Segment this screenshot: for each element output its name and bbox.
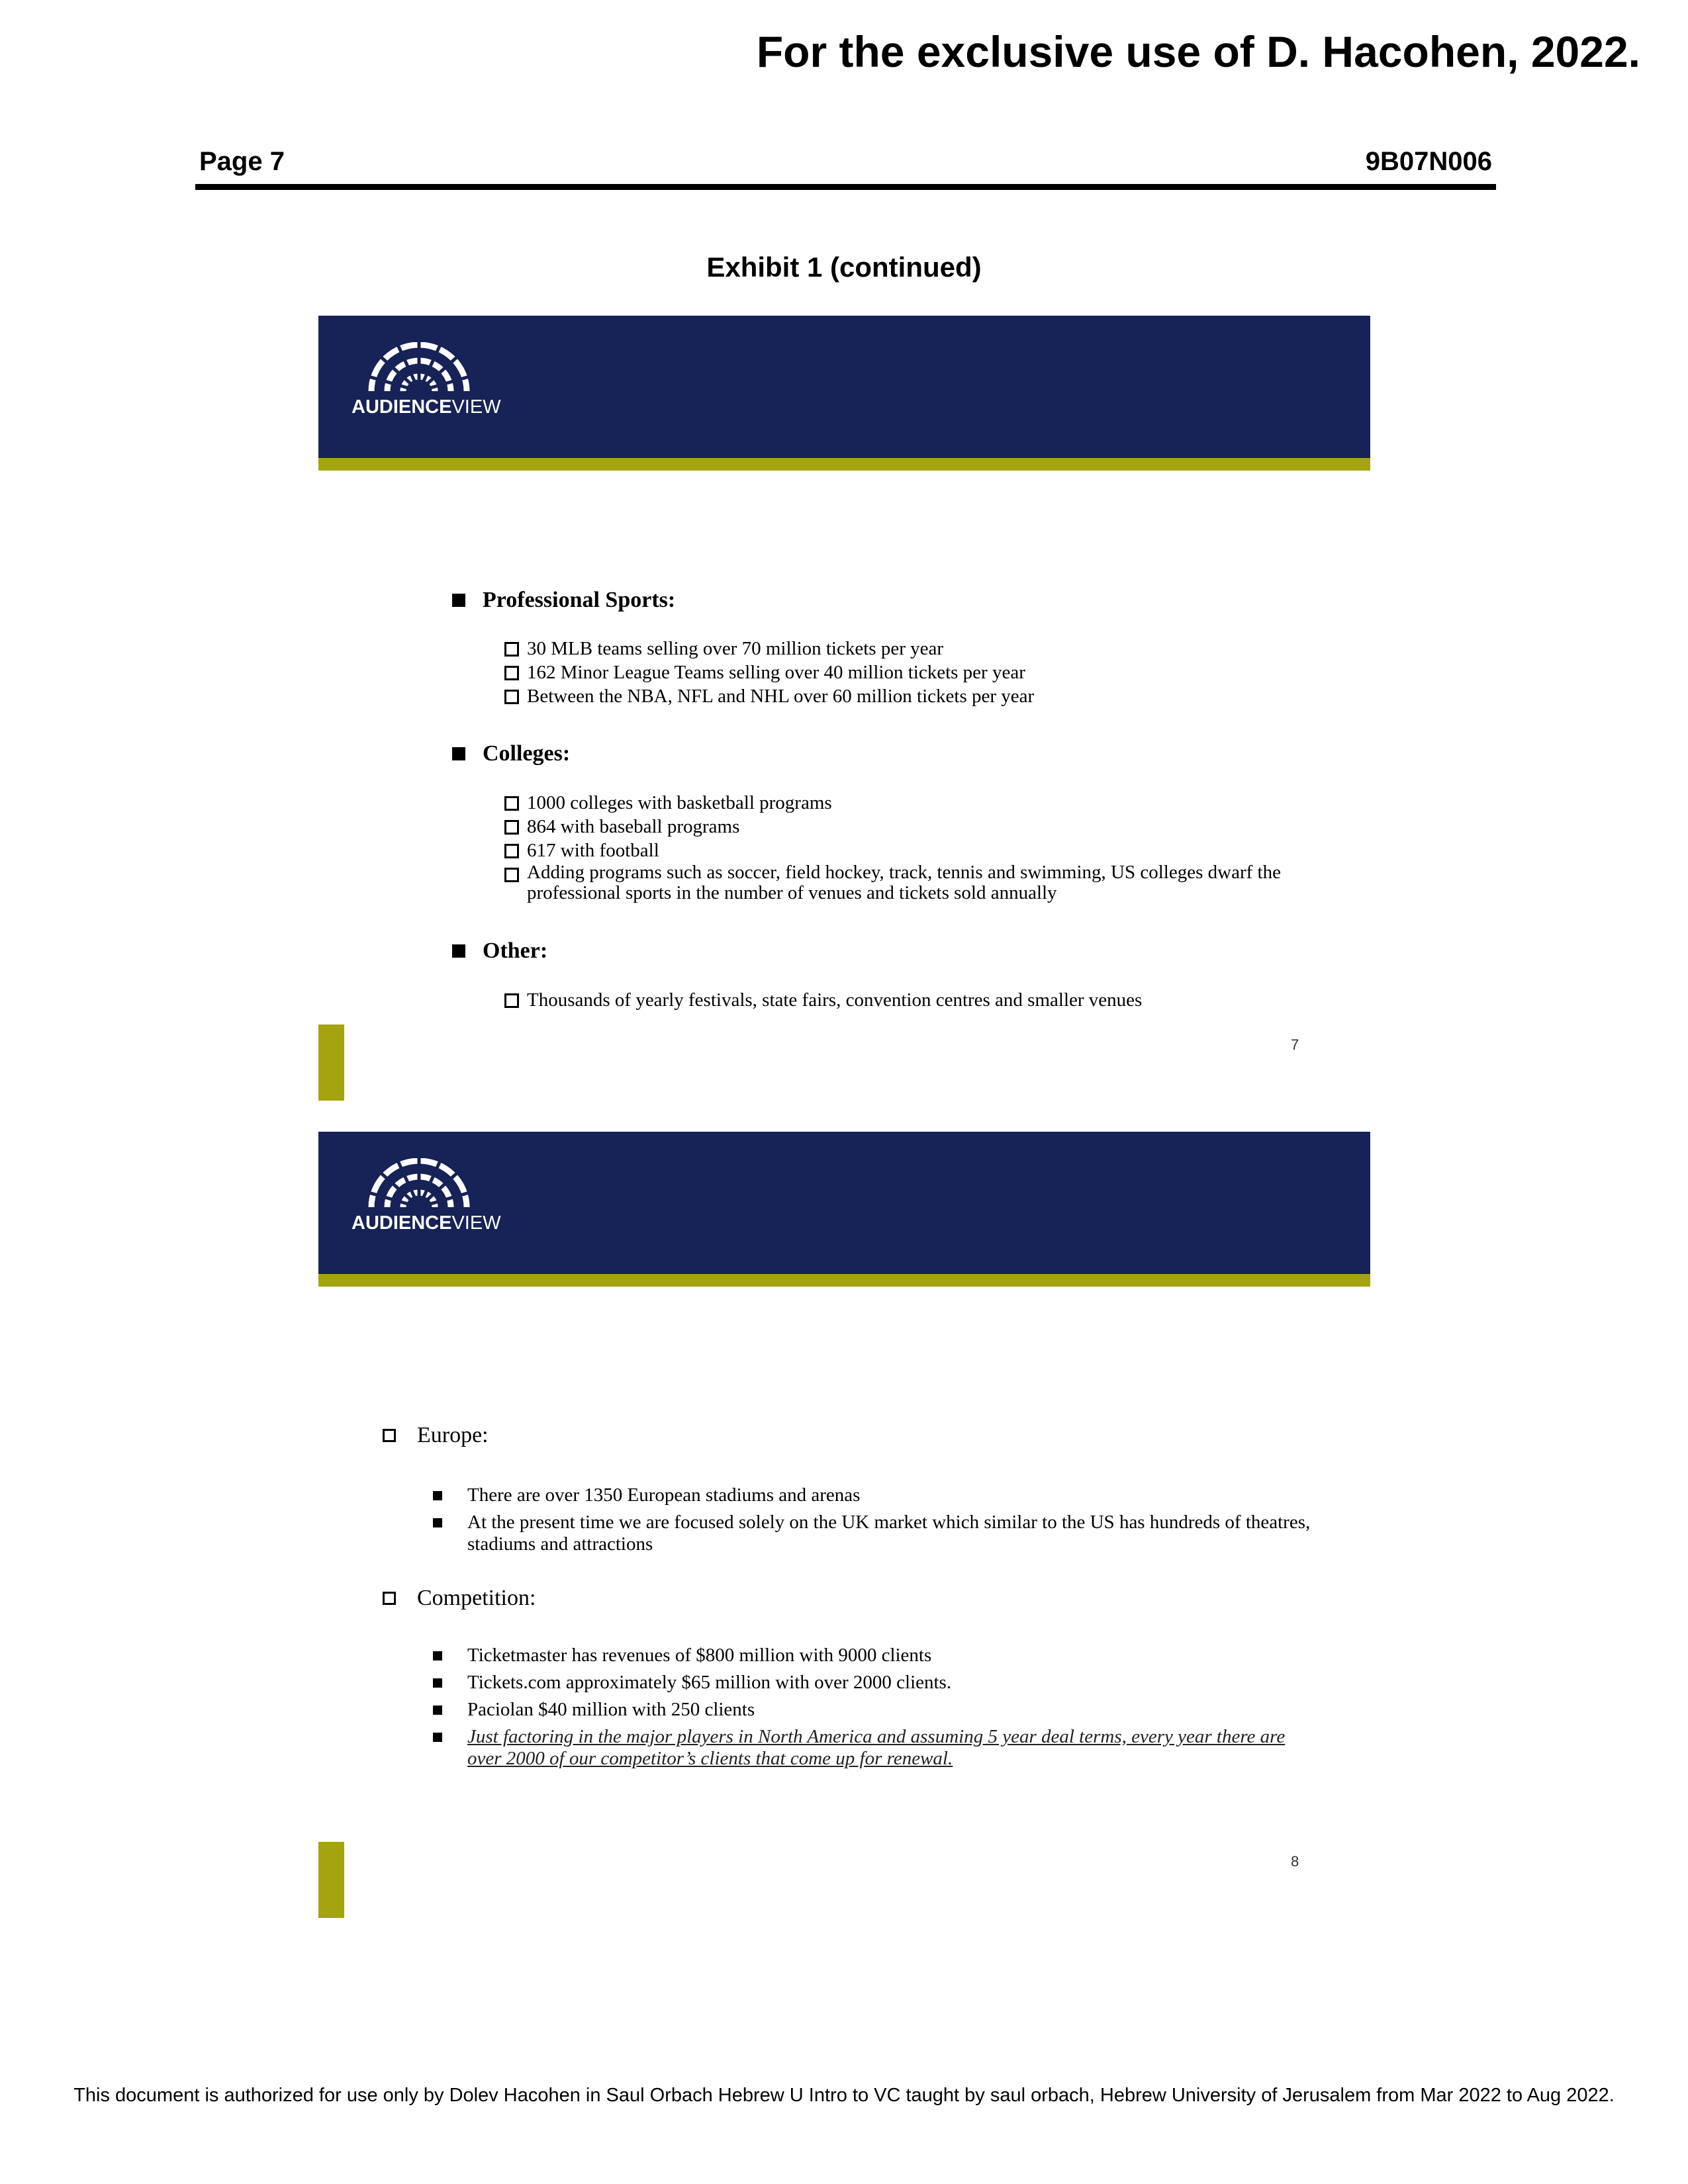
list-item: Tickets.com approximately $65 million with over 2000 clients. [433, 1672, 1320, 1694]
hollow-square-bullet-icon [383, 1429, 396, 1442]
hollow-square-bullet-icon [504, 820, 519, 835]
list-item: 1000 colleges with basketball programs [504, 791, 1325, 815]
list-item: Just factoring in the major players in North America and assuming 5 year deal terms, every year there are over 2000 of our competitor’s clients that come up for renewal. [433, 1726, 1320, 1770]
authorization-footer: This document is authorized for use only by Dolev Hacohen in Saul Orbach Hebrew U Intro to VC taught by saul orbach, Hebrew University of Jerusalem from Mar 2022 to Aug 2022. [73, 2085, 1615, 2106]
list-item: There are over 1350 European stadiums and arenas [433, 1484, 1320, 1506]
slide-footer-accent [318, 1842, 344, 1918]
page-number: Page 7 [199, 147, 285, 176]
logo-word-light: VIEW [451, 396, 501, 418]
hollow-square-bullet-icon [504, 868, 519, 882]
filled-square-bullet-icon [433, 1651, 442, 1661]
page-header [195, 147, 1496, 190]
list-item: 864 with baseball programs [504, 815, 1325, 839]
logo-word-light: VIEW [451, 1212, 501, 1234]
section-heading: Colleges: [452, 741, 570, 766]
bullet-list [433, 1484, 1320, 1555]
filled-square-bullet-icon [433, 1706, 442, 1715]
slide-footer-accent [318, 1024, 344, 1101]
hollow-square-bullet-icon [504, 642, 519, 657]
slide-number: 8 [1291, 1853, 1299, 1870]
hollow-square-bullet-icon [383, 1592, 396, 1605]
filled-square-bullet-icon [452, 594, 465, 607]
header-accent-stripe [318, 1274, 1370, 1287]
hollow-square-bullet-icon [504, 796, 519, 811]
list-item: 30 MLB teams selling over 70 million tickets per year [504, 637, 1325, 660]
list-item: Between the NBA, NFL and NHL over 60 million tickets per year [504, 684, 1325, 708]
slide-8-header-banner [318, 1132, 1370, 1274]
filled-square-bullet-icon [433, 1678, 442, 1688]
list-item: Ticketmaster has revenues of $800 million with 9000 clients [433, 1645, 1320, 1666]
list-item: At the present time we are focused solely on the UK market which similar to the US has hundreds of theatres, stadiums and attractions [433, 1512, 1320, 1555]
case-id: 9B07N006 [1365, 147, 1492, 176]
slide-7-header-banner [318, 316, 1370, 458]
list-item: 162 Minor League Teams selling over 40 million tickets per year [504, 660, 1325, 684]
list-item: Thousands of yearly festivals, state fairs, convention centres and smaller venues [504, 988, 1325, 1012]
watermark-text: For the exclusive use of D. Hacohen, 2022. [756, 27, 1640, 76]
filled-square-bullet-icon [452, 944, 465, 958]
bullet-list [504, 988, 1325, 1012]
section-heading: Other: [452, 938, 547, 964]
slide-number: 7 [1291, 1036, 1299, 1053]
filled-square-bullet-icon [433, 1491, 442, 1500]
hollow-square-bullet-icon [504, 993, 519, 1008]
hollow-square-bullet-icon [504, 690, 519, 704]
audience-arc-icon [366, 342, 472, 394]
bullet-list [433, 1645, 1320, 1770]
bullet-list [504, 637, 1325, 708]
bullet-list [504, 791, 1325, 903]
list-item: 617 with football [504, 839, 1325, 862]
filled-square-bullet-icon [433, 1733, 442, 1742]
audienceview-logo [352, 342, 501, 418]
hollow-square-bullet-icon [504, 844, 519, 858]
filled-square-bullet-icon [452, 747, 465, 760]
logo-word-bold: AUDIENCE [352, 1212, 452, 1234]
audienceview-logo [352, 1158, 501, 1234]
exhibit-title: Exhibit 1 (continued) [706, 251, 982, 283]
section-heading: Europe: [383, 1423, 489, 1448]
section-heading: Competition: [383, 1586, 536, 1611]
logo-word-bold: AUDIENCE [352, 396, 452, 418]
audience-arc-icon [366, 1158, 472, 1210]
list-item: Paciolan $40 million with 250 clients [433, 1699, 1320, 1721]
hollow-square-bullet-icon [504, 666, 519, 680]
header-accent-stripe [318, 458, 1370, 471]
filled-square-bullet-icon [433, 1518, 442, 1527]
list-item: Adding programs such as soccer, field hockey, track, tennis and swimming, US colleges dwarf the professional sports in the number of venues and tickets sold annually [504, 862, 1325, 903]
section-heading: Professional Sports: [452, 588, 675, 613]
